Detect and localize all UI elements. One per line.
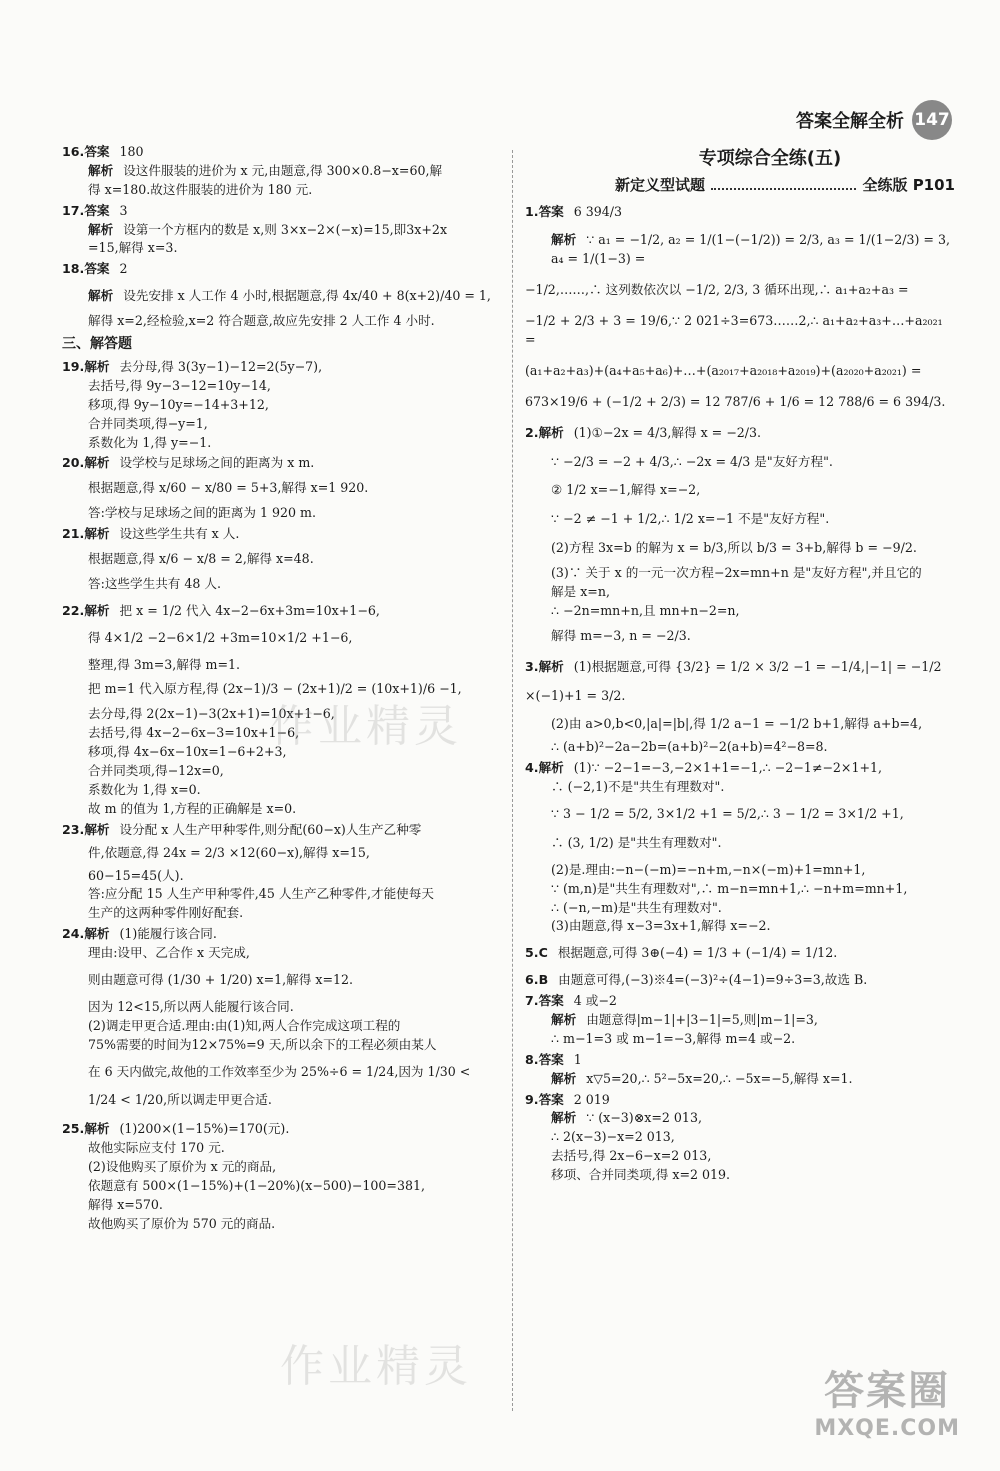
question-18: 18.答案 2 解析 设先安排 x 人工作 4 小时,根据题意,得 4x/40 + 8(x+2)/40 = 1, 解得 x=2,经检验,x=2 符合题意,故应先安排 2 人工作 4 小时. [62,261,491,329]
section-title: 专项综合全练(五) [698,148,842,169]
section-subtitle [615,174,955,197]
site-logo [814,1359,960,1441]
question-r1: 1.答案 6 394/3 解析 ∵ a₁ = −1/2, a₂ = 1/(1−(−1/2)) = 2/3, a₃ = 1/(1−2/3) = 3, a₄ = 1/(1−3) = −1/2,……,∴ 这列数依次以 −1/2, 2/3, 3 循环出现,∴ a₁+a₂+a₃ = −1/2 + 2/3 + 3 = 19/6,∵ 2 021÷3=673……2,∴ a₁+a₂+a₃+…+a₂₀₂₁ = (a₁+a₂+a₃)+(a₄+a₅+a₆)+…+(a₂₀₁₇+a₂₀₁₈+a₂₀₁₉)+(a₂₀₂₀+a₂₀₂₁) = 673×19/6 + (−1/2 + 2/3) = 12 787/6 + 1/6 = 12 788/6 = 6 394/3. [525,203,950,409]
question-20: 20.解析 设学校与足球场之间的距离为 x m. 根据题意,得 x/60 − x/80 = 5+3,解得 x=1 920. 答:学校与足球场之间的距离为 1 920 m. [62,455,369,521]
logo-text: 答案圈 [824,1368,951,1414]
question-21: 21.解析 设这些学生共有 x 人. 根据题意,得 x/6 − x/8 = 2,解得 x=48. 答:这些学生共有 48 人. [62,526,314,591]
question-r3: 3.解析 (1)根据题意,可得 {3/2} = 1/2 × 3/2 −1 = −1/4,|−1| = −1/2 ×(−1)+1 = 3/2. (2)由 a>0,b<0,|a|=|b|,得 1/2 a−1 = −1/2 b+1,解得 a+b=4, ∴ (a+b)²−2a−2b=(a+b)²−2(a+b)=4²−8=8. [525,658,942,755]
question-r5: 5.C 根据题意,可得 3⊕(−4) = 1/3 + (−1/4) = 1/12. [525,945,838,961]
question-r8: 8.答案 1 解析 x▽5=20,∴ 5²−5x=20,∴ −5x=−5,解得 x=1. [525,1051,853,1086]
question-24: 24.解析 (1)能履行该合同. 理由:设甲、乙合作 x 天完成, 则由题意可得 (1/30 + 1/20) x=1,解得 x=12. 因为 12<15,所以两人能履行该合同. (2)调走甲更合适.理由:由(1)知,两人合作完成这项工程的 75%需要的时间为12×75%=9 天,所以余下的工程必须由某人 在 6 天内做完,故他的工作效率至少为 25%÷6 = 1/24,因为 1/30 < 1/24 < 1/20,所以调走甲更合适. [62,926,471,1108]
question-19: 19.解析 去分母,得 3(3y−1)−12=2(5y−7), 去括号,得 9y−3−12=10y−14, 移项,得 9y−10y=−14+3+12, 合并同类项,得−y=1, 系数化为 1,得 y=−1. [62,359,323,450]
page-header [796,100,952,140]
watermark: 作业精灵 [280,1341,472,1392]
right-column [525,143,955,1187]
question-r7: 7.答案 4 或−2 解析 由题意得|m−1|+|3−1|=5,则|m−1|=3, ∴ m−1=3 或 m−1=−3,解得 m=4 或−2. [525,993,818,1046]
question-23: 23.解析 设分配 x 人生产甲种零件,则分配(60−x)人生产乙种零 件,依题意,得 24x = 2/3 ×12(60−x),解得 x=15, 60−15=45(人). 答:应分配 15 人生产甲种零件,45 人生产乙种零件,才能使每天 生产的这两种零件刚好配套. [62,821,434,921]
question-16: 16.答案 180 解析 设这件服装的进价为 x 元,由题意,得 300×0.8−x=60,解 得 x=180.故这件服装的进价为 180 元. [62,144,443,197]
question-25: 25.解析 (1)200×(1−15%)=170(元). 故他实际应支付 170 元. (2)设他购买了原价为 x 元的商品, 依题意有 500×(1−15%)+(1−20%)(x−500)−100=381, 解得 x=570. 故他购买了原价为 570 元的商品. [62,1121,425,1231]
question-r2: 2.解析 (1)①−2x = 4/3,解得 x = −2/3. ∵ −2/3 = −2 + 4/3,∴ −2x = 4/3 是"友好方程". ② 1/2 x=−1,解得 x=−2, ∵ −2 ≠ −1 + 1/2,∴ 1/2 x=−1 不是"友好方程". (2)方程 3x=b 的解为 x = b/3,所以 b/3 = 3+b,解得 b = −9/2. (3)∵ 关于 x 的一元一次方程−2x=mn+n 是"友好方程",并且它的 解是 x=n, ∴ −2n=mn+n,且 mn+n−2=n, 解得 m=−3, n = −2/3. [525,424,922,643]
leader-dots [711,180,856,190]
question-22: 22.解析 把 x = 1/2 代入 4x−2−6x+3m=10x+1−6, 得 4×1/2 −2−6×1/2 +3m=10×1/2 +1−6, 整理,得 3m=3,解得 m=1. 把 m=1 代入原方程,得 (2x−1)/3 − (2x+1)/2 = (10x+1)/6 −1, 去分母,得 2(2x−1)−3(2x+1)=10x+1−6, 去括号,得 4x−2−6x−3=10x+1−6, 移项,得 4x−6x−10x=1−6+2+3, 合并同类项,得−12x=0, 系数化为 1,得 x=0. 故 m 的值为 1,方程的正确解是 x=0. [62,602,462,816]
question-r6: 6.B 由题意可得,(−3)※4=(−3)²÷(4−1)=9÷3=3,故选 B. [525,972,868,988]
question-r4: 4.解析 (1)∵ −2−1=−3,−2×1+1=−1,∴ −2−1≠−2×1+1, ∴ (−2,1)不是"共生有理数对". ∵ 3 − 1/2 = 5/2, 3×1/2 +1 = 5/2,∴ 3 − 1/2 = 3×1/2 +1, ∴ (3, 1/2) 是"共生有理数对". (2)是.理由:−n−(−m)=−n+m,−n×(−m)+1=mn+1, ∵ (m,n)是"共生有理数对",∴ m−n=mn+1,∴ −n+m=mn+1, ∴ (−n,−m)是"共生有理数对". (3)由题意,得 x−3=3x+1,解得 x=−2. [525,760,908,934]
column-divider [512,150,513,1411]
question-17: 17.答案 3 解析 设第一个方框内的数是 x,则 3×x−2×(−x)=15,即3x+2x =15,解得 x=3. [62,202,448,256]
subtitle-text: 新定义型试题 [615,176,706,194]
reference-text: 全练版 P101 [862,176,955,194]
logo-url: MXQE.COM [814,1416,960,1441]
watermark: 作业精灵 [270,701,462,752]
header-title: 答案全解全析 [796,111,904,132]
question-r9: 9.答案 2 019 解析 ∵ (x−3)⊗x=2 013, ∴ 2(x−3)−x=2 013, 去括号,得 2x−6−x=2 013, 移项、合并同类项,得 x=2 019. [525,1091,731,1183]
page-number-badge: 147 [912,100,952,140]
section-heading: 三、解答题 [62,336,132,353]
